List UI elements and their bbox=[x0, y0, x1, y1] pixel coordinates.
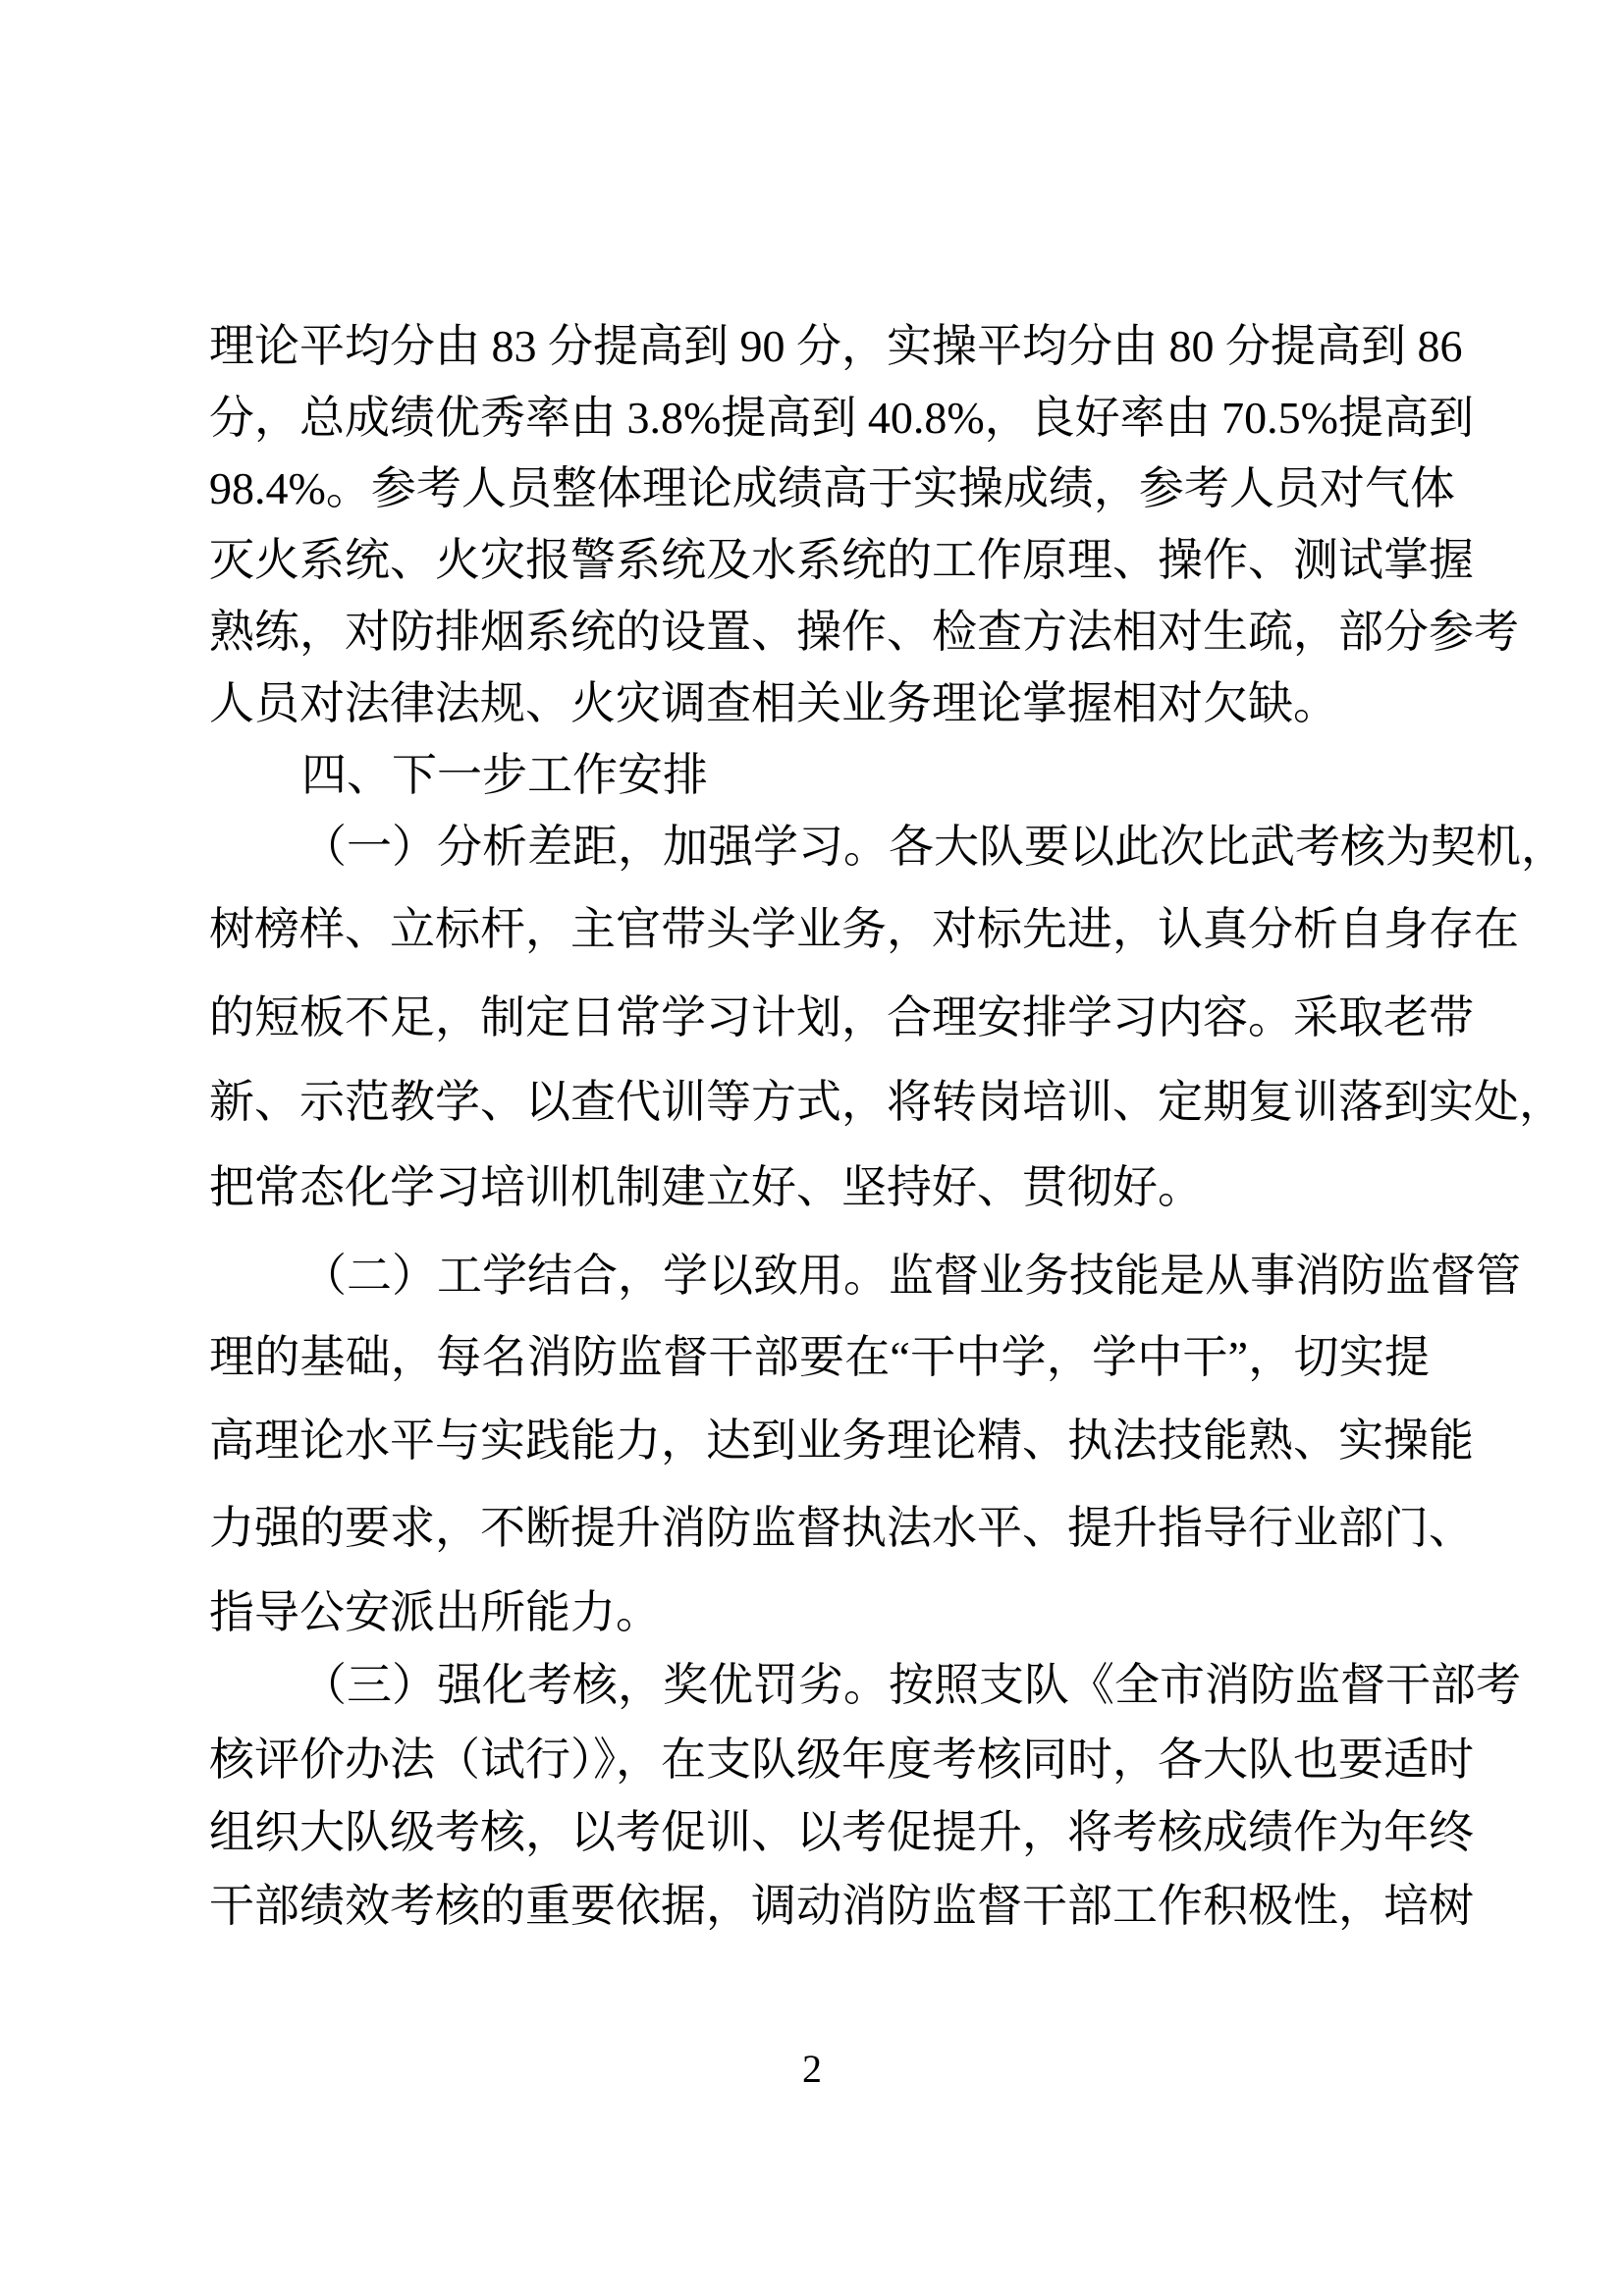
text-line: 理的基础，每名消防监督干部要在“干中学，学中干”，切实提 bbox=[209, 1332, 1430, 1382]
text-line: （三）强化考核，奖优罚劣。按照支队《全市消防监督干部考 bbox=[301, 1660, 1521, 1710]
section-heading: 四、下一步工作安排 bbox=[301, 750, 708, 800]
text-line: 的短板不足，制定日常学习计划，合理安排学习内容。采取老带 bbox=[209, 992, 1474, 1042]
text-line: （一）分析差距，加强学习。各大队要以此次比武考核为契机， bbox=[301, 822, 1566, 872]
text-line: 把常态化学习培训机制建立好、坚持好、贯彻好。 bbox=[209, 1162, 1203, 1212]
text-line: 新、示范教学、以查代训等方式，将转岗培训、定期复训落到实处， bbox=[209, 1077, 1564, 1127]
text-line: 分，总成绩优秀率由 3.8%提高到 40.8%，良好率由 70.5%提高到 bbox=[209, 393, 1474, 443]
page-number: 2 bbox=[802, 2047, 822, 2091]
text-line: 人员对法律法规、火灾调查相关业务理论掌握相对欠缺。 bbox=[209, 678, 1338, 728]
text-line: 干部绩效考核的重要依据，调动消防监督干部工作积极性，培树 bbox=[209, 1881, 1474, 1931]
text-line: 力强的要求，不断提升消防监督执法水平、提升指导行业部门、 bbox=[209, 1503, 1474, 1553]
text-line: 组织大队级考核，以考促训、以考促提升，将考核成绩作为年终 bbox=[209, 1807, 1474, 1857]
text-line: 树榜样、立标杆，主官带头学业务，对标先进，认真分析自身存在 bbox=[209, 904, 1519, 954]
text-line: （二）工学结合，学以致用。监督业务技能是从事消防监督管 bbox=[301, 1251, 1521, 1301]
text-line: 核评价办法（试行）》，在支队级年度考核同时，各大队也要适时 bbox=[209, 1735, 1474, 1785]
text-line: 理论平均分由 83 分提高到 90 分，实操平均分由 80 分提高到 86 bbox=[209, 321, 1463, 371]
text-line: 指导公安派出所能力。 bbox=[209, 1587, 661, 1637]
text-line: 灭火系统、火灾报警系统及水系统的工作原理、操作、测试掌握 bbox=[209, 535, 1474, 585]
text-line: 高理论水平与实践能力，达到业务理论精、执法技能熟、实操能 bbox=[209, 1415, 1474, 1466]
text-line: 熟练，对防排烟系统的设置、操作、检查方法相对生疏，部分参考 bbox=[209, 607, 1519, 657]
text-line: 98.4%。参考人员整体理论成绩高于实操成绩，参考人员对气体 bbox=[209, 463, 1455, 513]
